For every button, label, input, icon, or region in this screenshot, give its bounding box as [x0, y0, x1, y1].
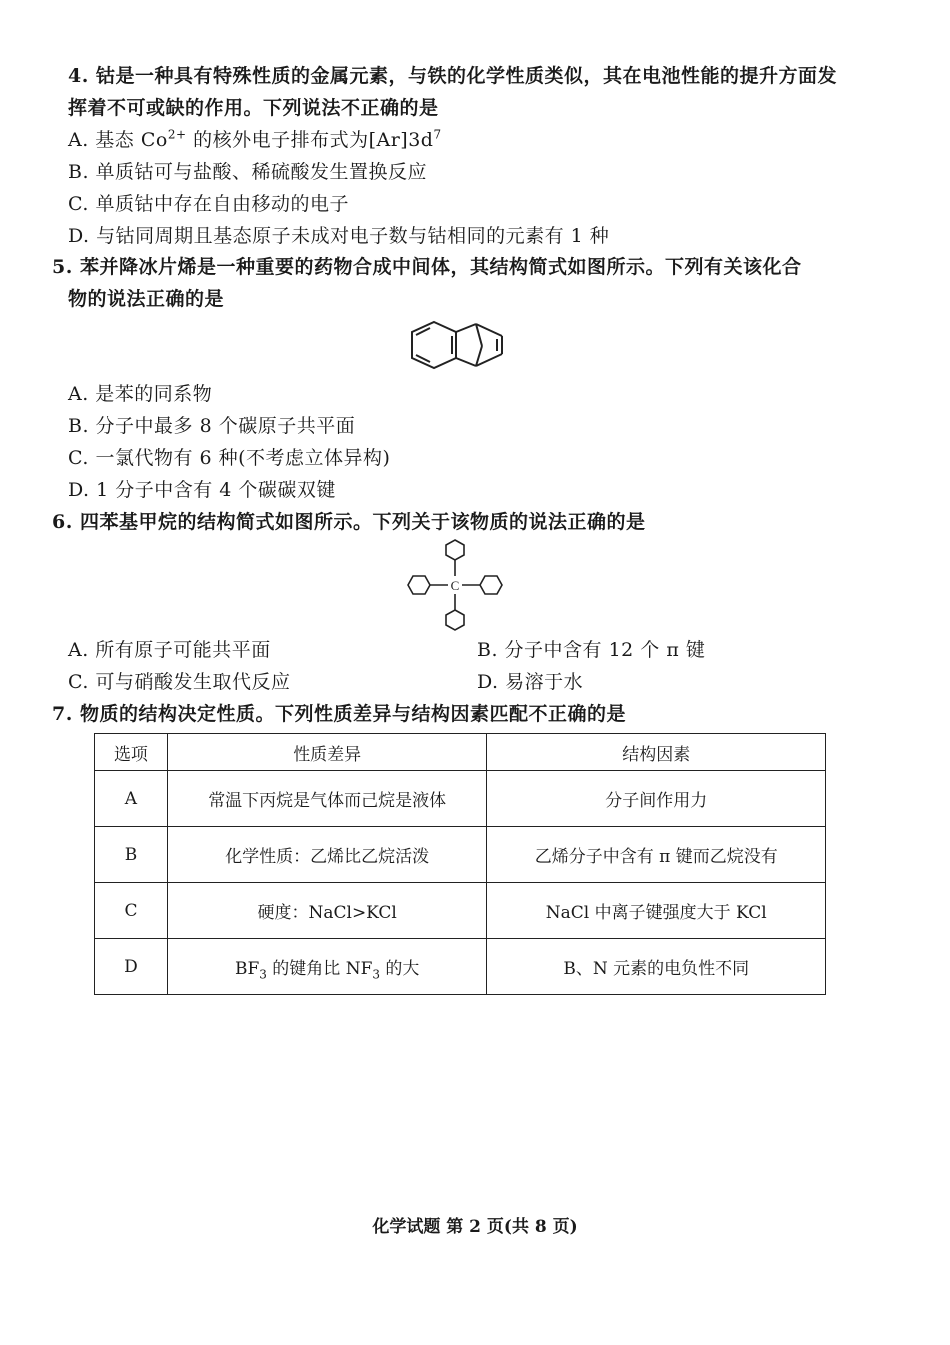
table-cell-factor: 分子间作用力 — [487, 771, 826, 827]
table-cell-property: 常温下丙烷是气体而己烷是液体 — [167, 771, 487, 827]
central-carbon-label: C — [450, 578, 460, 593]
table-cell-factor: B、N 元素的电负性不同 — [487, 939, 826, 995]
q5-stem-line2: 物的说法正确的是 — [68, 288, 225, 310]
q5-option-b: B. 分子中最多 8 个碳原子共平面 — [68, 415, 356, 437]
table-cell-property: 硬度：NaCl>KCl — [167, 883, 487, 939]
tetraphenylmethane-structure-figure — [400, 536, 510, 634]
q7-stem: 7. 物质的结构决定性质。下列性质差异与结构因素匹配不正确的是 — [52, 703, 626, 725]
q4-option-d: D. 与钴同周期且基态原子未成对电子数与钴相同的元素有 1 种 — [68, 225, 610, 247]
q6-option-a: A. 所有原子可能共平面 — [68, 639, 271, 661]
table-row — [95, 827, 826, 883]
q4-option-a: A. 基态 $Co^{2+}$ 的核外电子排布式为$[Ar]3d^7$ — [68, 127, 442, 151]
q6-option-b: B. 分子中含有 12 个 π 键 — [477, 639, 706, 661]
table-row — [95, 939, 826, 995]
table-cell-option: B — [95, 827, 168, 883]
q6-option-d: D. 易溶于水 — [477, 671, 584, 693]
q5-option-a: A. 是苯的同系物 — [68, 383, 213, 405]
q7-answer-table — [94, 733, 826, 995]
q4-option-c: C. 单质钴中存在自由移动的电子 — [68, 193, 349, 215]
benzonorbornene-structure-figure — [400, 312, 520, 378]
table-cell-option: D — [95, 939, 168, 995]
table-cell-factor: NaCl 中离子键强度大于 KCl — [487, 883, 826, 939]
table-cell-factor: 乙烯分子中含有 π 键而乙烷没有 — [487, 827, 826, 883]
q5-option-d: D. 1 分子中含有 4 个碳碳双键 — [68, 479, 336, 501]
table-header-cell: 选项 — [95, 734, 168, 771]
table-header-cell: 结构因素 — [487, 734, 826, 771]
page-footer: 化学试题 第 2 页(共 8 页) — [372, 1217, 578, 1237]
table-cell-option: C — [95, 883, 168, 939]
table-header-row — [95, 734, 826, 771]
q6-option-c: C. 可与硝酸发生取代反应 — [68, 671, 291, 693]
q4-stem-line2: 挥着不可或缺的作用。下列说法不正确的是 — [68, 97, 439, 119]
q4-option-b: B. 单质钴可与盐酸、稀硫酸发生置换反应 — [68, 161, 428, 183]
table-cell-option: A — [95, 771, 168, 827]
q5-option-c: C. 一氯代物有 6 种(不考虑立体异构) — [68, 447, 391, 469]
table-row — [95, 883, 826, 939]
table-row — [95, 771, 826, 827]
table-cell-property: 化学性质：乙烯比乙烷活泼 — [167, 827, 487, 883]
table-header-cell: 性质差异 — [167, 734, 487, 771]
table-cell-property: $BF_3$ 的键角比 $NF_3$ 的大 — [167, 939, 487, 995]
q5-stem-line1: 5. 苯并降冰片烯是一种重要的药物合成中间体，其结构简式如图所示。下列有关该化合 — [52, 256, 802, 278]
q4-stem-line1: 4. 钴是一种具有特殊性质的金属元素，与铁的化学性质类似，其在电池性能的提升方面发 — [68, 65, 837, 87]
q6-stem: 6. 四苯基甲烷的结构简式如图所示。下列关于该物质的说法正确的是 — [52, 511, 646, 533]
